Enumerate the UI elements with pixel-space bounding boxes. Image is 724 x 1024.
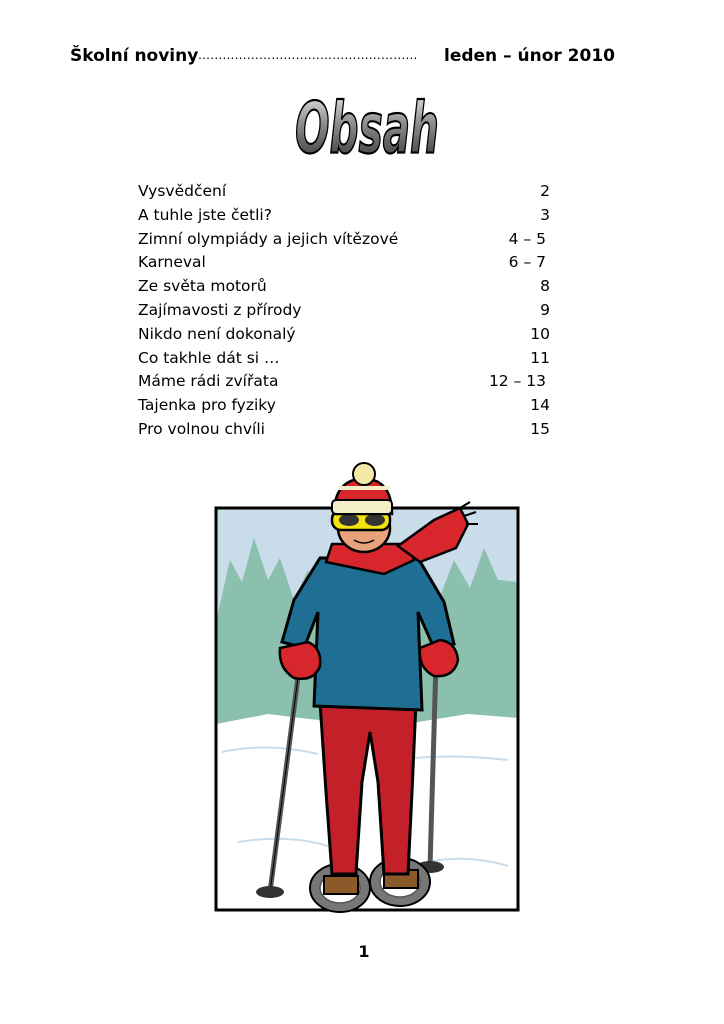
contents-title-text: Obsah xyxy=(295,87,439,156)
contents-title xyxy=(292,84,442,156)
toc-entry xyxy=(138,204,558,228)
toc-entry xyxy=(138,299,558,323)
hat xyxy=(332,463,392,514)
toc-entry-title: Zimní olympiády a jejich vítězové xyxy=(138,229,399,248)
toc-entry-page: 15 xyxy=(530,419,550,438)
toc-entry-page: 14 xyxy=(530,396,550,415)
table-of-contents xyxy=(138,180,558,442)
snowshoe-hiker-illustration xyxy=(208,462,528,924)
toc-entry-title: A tuhle jste četli? xyxy=(138,205,272,224)
toc-entry xyxy=(138,347,558,371)
toc-entry xyxy=(138,323,558,347)
toc-entry-page: 9 xyxy=(540,300,550,319)
toc-entry-page: 2 xyxy=(540,182,550,200)
toc-entry-title: Pro volnou chvíli xyxy=(138,419,265,438)
toc-entry-page: 8 xyxy=(540,277,550,296)
toc-entry-title: Co takhle dát si … xyxy=(138,348,280,367)
toc-entry-page: 11 xyxy=(530,348,550,367)
toc-entry xyxy=(138,394,558,418)
toc-entry-page: 6 – 7 xyxy=(508,253,546,272)
toc-entry-title: Tajenka pro fyziky xyxy=(138,396,276,415)
toc-entry-title: Vysvědčení xyxy=(138,182,227,200)
page-header xyxy=(70,46,615,72)
toc-entry-title: Ze světa motorů xyxy=(138,277,267,296)
toc-entry xyxy=(138,180,558,204)
issue-date: leden – únor 2010 xyxy=(444,46,615,66)
toc-entry xyxy=(138,275,558,299)
toc-entry-title: Zajímavosti z přírody xyxy=(138,300,302,319)
header-dots: ……………………………………………… xyxy=(198,48,418,62)
page-number: 1 xyxy=(358,942,370,961)
toc-entry-page: 4 – 5 xyxy=(508,229,546,248)
toc-entry-page: 10 xyxy=(530,324,550,343)
toc-entry xyxy=(138,251,558,275)
toc-entry-title: Nikdo není dokonalý xyxy=(138,324,296,343)
toc-entry xyxy=(138,370,558,394)
toc-entry xyxy=(138,418,558,442)
toc-entry-title: Karneval xyxy=(138,253,206,272)
toc-entry-page: 3 xyxy=(540,205,550,224)
toc-entry-title: Máme rádi zvířata xyxy=(138,372,279,391)
newspaper-name: Školní noviny xyxy=(70,46,199,66)
toc-entry-page: 12 – 13 xyxy=(488,372,546,391)
toc-entry xyxy=(138,228,558,252)
